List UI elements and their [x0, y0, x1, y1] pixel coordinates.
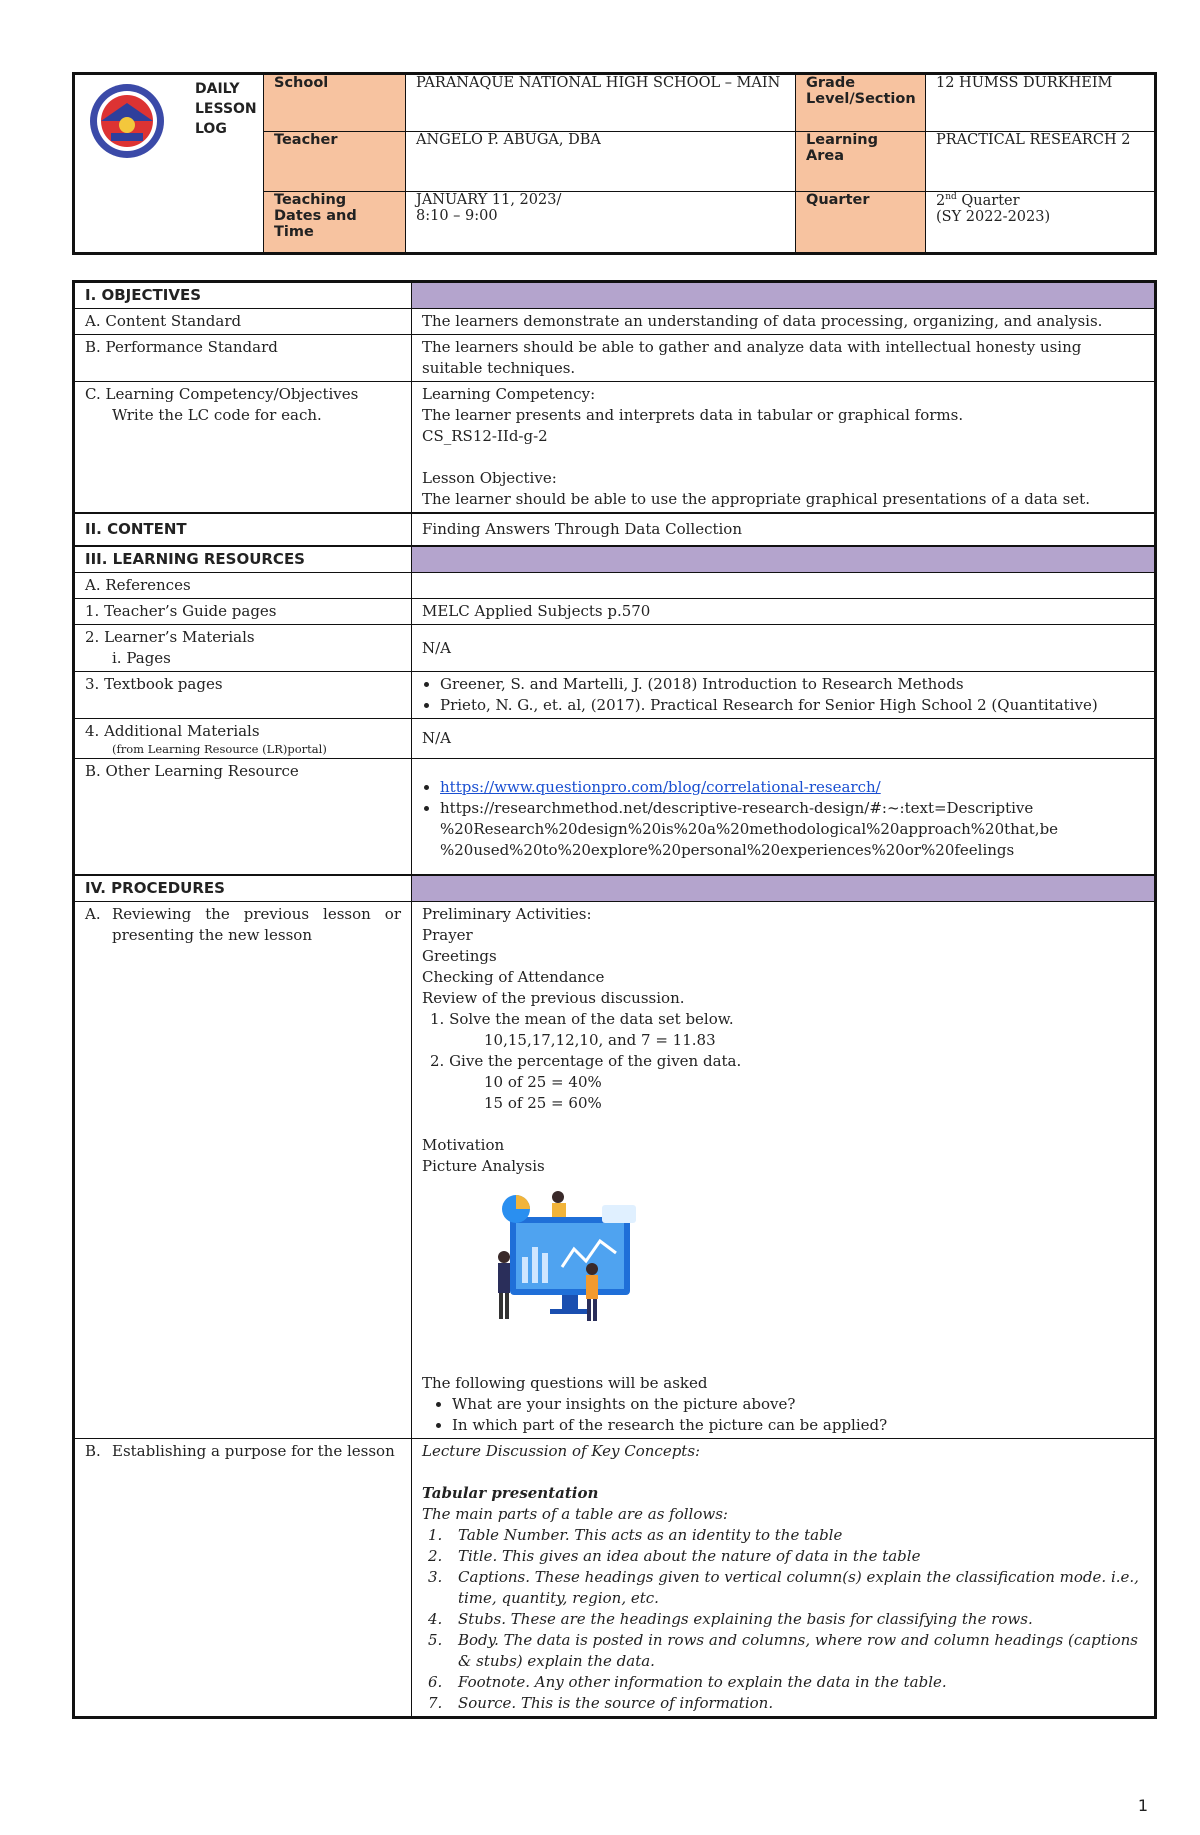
- resources-header-row: [74, 546, 1156, 573]
- table-part-item: [422, 1609, 1144, 1630]
- teachers-guide-label: 1. Teacher’s Guide pages: [74, 599, 412, 625]
- table-part-item: [422, 1567, 1144, 1609]
- table-part-number: 7.: [428, 1693, 443, 1712]
- learners-materials-label: [74, 625, 412, 672]
- quarter-suffix: nd: [945, 192, 957, 202]
- references-label: A. References: [74, 573, 412, 599]
- content-standard-row: [74, 309, 1156, 335]
- picture-analysis-heading: Picture Analysis: [422, 1156, 545, 1175]
- procedure-a-label-cell: A. Reviewing the previous lesson or presenting the new lesson: [74, 901, 412, 1438]
- other-resources-label: B. Other Learning Resource: [74, 759, 412, 875]
- header-table: [72, 72, 1157, 255]
- motivation-heading: Motivation: [422, 1135, 505, 1154]
- lm-label-line2: i. Pages: [112, 649, 171, 667]
- grade-label-cell: [796, 74, 926, 132]
- table-part-text: Captions. These headings given to vertical column(s) explain the classification mode. i.e., time, quantity, region, etc.: [458, 1567, 1139, 1607]
- table-parts-intro: The main parts of a table are as follows:: [422, 1504, 728, 1523]
- deped-seal-icon: [87, 81, 167, 161]
- objectives-heading: I. OBJECTIVES: [74, 282, 412, 309]
- questions-intro: The following questions will be asked: [422, 1373, 708, 1392]
- tabular-presentation-title: Tabular presentation: [422, 1483, 599, 1502]
- quarter-value-line1: [936, 192, 1050, 209]
- table-part-text: Body. The data is posted in rows and columns, where row and column headings (captions & stubs) explain the data.: [458, 1630, 1138, 1670]
- learners-materials-row: [74, 625, 1156, 672]
- table-part-number: 6.: [428, 1672, 443, 1691]
- grade-label: Grade Level/Section: [806, 75, 916, 107]
- textbook-item: • Greener, S. and Martelli, J. (2018) Introduction to Research Methods: [440, 674, 1144, 695]
- quarter-label-cell: [796, 192, 926, 254]
- table-part-number: 2.: [428, 1546, 443, 1565]
- additional-materials-row: [74, 719, 1156, 759]
- procedures-purple-cell: [412, 875, 1156, 902]
- motivation-question: • What are your insights on the picture above?: [452, 1394, 1144, 1415]
- procedure-line: Preliminary Activities:: [422, 904, 592, 923]
- questionpro-link[interactable]: https://www.questionpro.com/blog/correlational-research/: [440, 778, 881, 796]
- am-label-line1: 4. Additional Materials: [85, 722, 260, 740]
- learning-competency-row: [74, 382, 1156, 514]
- lo-text: The learner should be able to use the appropriate graphical presentations of a data set.: [422, 490, 1090, 508]
- lm-label-line1: 2. Learner’s Materials: [85, 628, 255, 646]
- procedure-b-label-cell: B. Establishing a purpose for the lesson: [74, 1438, 412, 1717]
- lc-text: The learner presents and interprets data in tabular or graphical forms.: [422, 406, 964, 424]
- data-analysis-illustration-icon: [482, 1187, 642, 1327]
- lesson-table: [72, 280, 1157, 1719]
- table-part-text: Stubs. These are the headings explaining the basis for classifying the rows.: [458, 1609, 1033, 1628]
- procedure-a-value: [412, 901, 1156, 1438]
- review-answer-2b: 15 of 25 = 60%: [484, 1093, 602, 1112]
- procedure-line: Review of the previous discussion.: [422, 988, 685, 1007]
- textbook-value: [412, 672, 1156, 719]
- teachers-guide-value: MELC Applied Subjects p.570: [412, 599, 1156, 625]
- table-part-text: Source. This is the source of information.: [458, 1693, 774, 1712]
- dates-label-cell: [264, 192, 406, 254]
- other-resources-row: [74, 759, 1156, 875]
- table-part-number: 4.: [428, 1609, 443, 1628]
- lc-label-line1: C. Learning Competency/Objectives: [85, 385, 359, 403]
- teacher-value-cell: [406, 132, 796, 192]
- log-title-line1: DAILY: [195, 81, 240, 97]
- lo-heading: Lesson Objective:: [422, 469, 557, 487]
- content-heading: II. CONTENT: [74, 513, 412, 546]
- review-answer-2a: 10 of 25 = 40%: [484, 1072, 602, 1091]
- lc-label-line2: Write the LC code for each.: [112, 406, 322, 424]
- teacher-label-cell: [264, 132, 406, 192]
- procedure-b-label: Establishing a purpose for the lesson: [112, 1441, 395, 1460]
- lc-code: CS_RS12-IId-g-2: [422, 427, 548, 445]
- procedure-a-label: Reviewing the previous lesson or presenting the new lesson: [112, 904, 401, 944]
- procedure-b-row: [74, 1438, 1156, 1717]
- learning-competency-value: [412, 382, 1156, 514]
- motivation-question: • In which part of the research the picture can be applied?: [452, 1415, 1144, 1436]
- table-parts-list: [422, 1525, 1144, 1714]
- resources-purple-cell: [412, 546, 1156, 573]
- content-row: [74, 513, 1156, 546]
- log-title: [195, 79, 257, 139]
- content-standard-label: A. Content Standard: [74, 309, 412, 335]
- page-number: 1: [1137, 1796, 1148, 1815]
- area-label: Learning Area: [806, 132, 879, 164]
- quarter-word: Quarter: [956, 192, 1020, 209]
- objectives-header-row: [74, 282, 1156, 309]
- resources-heading: III. LEARNING RESOURCES: [74, 546, 412, 573]
- procedure-line: Prayer: [422, 925, 473, 944]
- table-part-number: 1.: [428, 1525, 443, 1544]
- table-part-text: Table Number. This acts as an identity to the table: [458, 1525, 843, 1544]
- quarter-number: 2: [936, 192, 946, 209]
- table-part-text: Footnote. Any other information to explain the data in the table.: [458, 1672, 947, 1691]
- grade-value-cell: [926, 74, 1156, 132]
- area-label-cell: [796, 132, 926, 192]
- procedures-header-row: [74, 875, 1156, 902]
- school-value-cell: [406, 74, 796, 132]
- procedure-b-value: [412, 1438, 1156, 1717]
- references-row: [74, 573, 1156, 599]
- references-value: [412, 573, 1156, 599]
- picture-analysis-image: [422, 1177, 1144, 1373]
- procedures-heading: IV. PROCEDURES: [74, 875, 412, 902]
- school-label-cell: [264, 74, 406, 132]
- researchmethod-link[interactable]: [440, 798, 1144, 861]
- procedure-line: Checking of Attendance: [422, 967, 605, 986]
- procedure-a-row: [74, 901, 1156, 1438]
- dates-value-cell: [406, 192, 796, 254]
- textbook-item: • Prieto, N. G., et. al, (2017). Practical Research for Senior High School 2 (Quantitative): [440, 695, 1144, 716]
- teacher-label: Teacher: [274, 132, 338, 148]
- grade-value: 12 HUMSS DURKHEIM: [936, 75, 1113, 91]
- additional-materials-label: [74, 719, 412, 759]
- quarter-value-cell: [926, 192, 1156, 254]
- table-part-text: Title. This gives an idea about the nature of data in the table: [458, 1546, 921, 1565]
- researchmethod-link-line3: %20used%20to%20explore%20personal%20experiences%20or%20feelings: [440, 841, 1015, 859]
- learning-competency-label: [74, 382, 412, 514]
- school-value: PARANAQUE NATIONAL HIGH SCHOOL – MAIN: [416, 75, 781, 91]
- lc-heading: Learning Competency:: [422, 385, 596, 403]
- review-question-2: 2. Give the percentage of the given data.: [430, 1051, 742, 1070]
- table-part-item: [422, 1546, 1144, 1567]
- lecture-intro: Lecture Discussion of Key Concepts:: [422, 1441, 701, 1460]
- textbook-row: [74, 672, 1156, 719]
- performance-standard-row: [74, 335, 1156, 382]
- performance-standard-value: The learners should be able to gather and analyze data with intellectual honesty using suitable techniques.: [412, 335, 1156, 382]
- additional-materials-value: N/A: [412, 719, 1156, 759]
- objectives-purple-cell: [412, 282, 1156, 309]
- header-logo-cell: [74, 74, 264, 254]
- procedure-line: Greetings: [422, 946, 497, 965]
- quarter-label: Quarter: [806, 192, 870, 208]
- dates-value-line2: 8:10 – 9:00: [416, 208, 498, 224]
- teacher-value: ANGELO P. ABUGA, DBA: [416, 132, 601, 148]
- quarter-value-line2: (SY 2022-2023): [936, 208, 1051, 225]
- learners-materials-value: N/A: [412, 625, 1156, 672]
- content-value: Finding Answers Through Data Collection: [412, 513, 1156, 546]
- dates-value-line1: JANUARY 11, 2023/: [416, 192, 562, 208]
- content-standard-value: The learners demonstrate an understanding of data processing, organizing, and analysis.: [412, 309, 1156, 335]
- table-part-number: 3.: [428, 1567, 443, 1586]
- log-title-line2: LESSON: [195, 101, 257, 117]
- researchmethod-link-line1: • https://researchmethod.net/descriptive-research-design/#:~:text=Descriptive: [440, 799, 1034, 817]
- log-title-line3: LOG: [195, 121, 227, 137]
- table-part-item: [422, 1672, 1144, 1693]
- review-question-1: 1. Solve the mean of the data set below.: [430, 1009, 734, 1028]
- researchmethod-link-line2: %20Research%20design%20is%20a%20methodological%20approach%20that,be: [440, 820, 1059, 838]
- dates-label: Teaching Dates and Time: [274, 192, 357, 240]
- review-answer-1: 10,15,17,12,10, and 7 = 11.83: [484, 1030, 716, 1049]
- table-part-number: 5.: [428, 1630, 443, 1649]
- performance-standard-label: B. Performance Standard: [74, 335, 412, 382]
- other-resources-value: [412, 759, 1156, 875]
- textbook-label: 3. Textbook pages: [74, 672, 412, 719]
- area-value-cell: [926, 132, 1156, 192]
- teachers-guide-row: [74, 599, 1156, 625]
- table-part-item: [422, 1630, 1144, 1672]
- school-label: School: [274, 75, 329, 91]
- am-label-line2: (from Learning Resource (LR)portal): [112, 742, 327, 756]
- area-value: PRACTICAL RESEARCH 2: [936, 132, 1131, 148]
- table-part-item: [422, 1693, 1144, 1714]
- table-part-item: [422, 1525, 1144, 1546]
